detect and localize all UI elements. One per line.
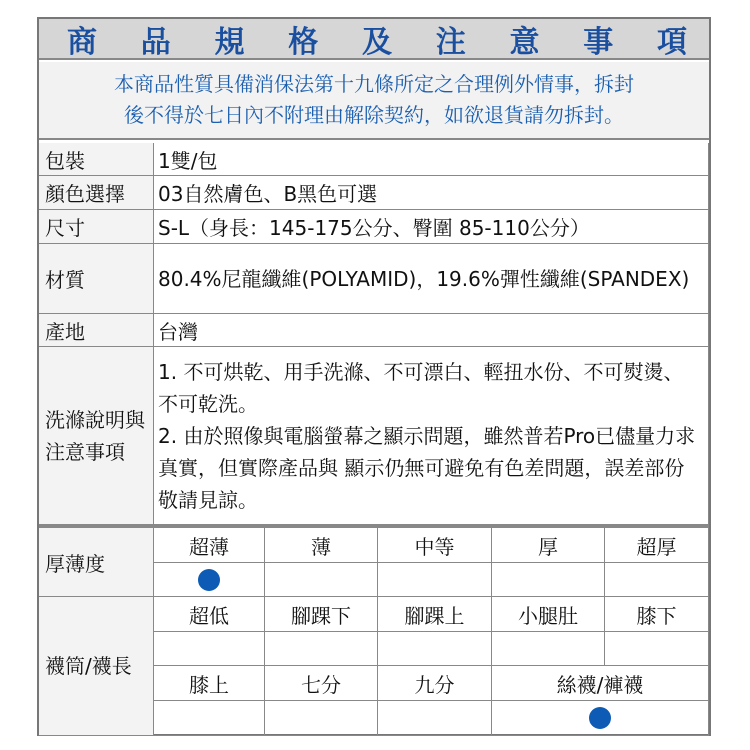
selected-dot-icon [589, 707, 611, 729]
thickness-mark [154, 563, 265, 597]
title-char: 品 [140, 24, 171, 60]
length-mark [378, 701, 492, 736]
title-char: 注 [435, 24, 466, 60]
length-option: 膝上 [154, 666, 265, 701]
spec-label: 洗滌說明與注意事項 [39, 347, 154, 525]
length-option: 九分 [378, 666, 492, 701]
length-option: 七分 [265, 666, 378, 701]
title-char: 項 [657, 24, 687, 60]
length-mark [265, 701, 378, 736]
length-mark [154, 701, 265, 736]
thickness-mark [605, 563, 709, 597]
length-label: 襪筒/襪長 [39, 597, 154, 736]
length-option: 超低 [154, 597, 265, 632]
title-char: 及 [362, 24, 392, 60]
notice-line: 本商品性質具備消保法第十九條所定之合理例外情事，拆封 [114, 72, 634, 96]
notice-line: 後不得於七日內不附理由解除契約，如欲退貨請勿拆封。 [124, 103, 624, 127]
thickness-mark [492, 563, 605, 597]
thickness-mark [265, 563, 378, 597]
length-mark [378, 632, 492, 666]
spec-value: S-L（身長：145-175公分、臀圍 85-110公分） [154, 210, 709, 244]
length-option: 膝下 [605, 597, 709, 632]
length-option: 腳踝上 [378, 597, 492, 632]
title-char: 意 [509, 24, 540, 60]
selected-dot-icon [198, 569, 220, 591]
thickness-option: 薄 [265, 528, 378, 563]
spec-value: 台灣 [154, 314, 709, 347]
spec-value: 1. 不可烘乾、用手洗滌、不可漂白、輕扭水份、不可熨燙、不可乾洗。 2. 由於照像與電腦螢幕之顯示問題，雖然普若Pro已儘量力求真實，但實際產品與 顯示仍無可避免有色差問題，誤差部份敬請見諒。 [154, 347, 709, 525]
length-mark [492, 701, 709, 736]
length-option: 小腿肚 [492, 597, 605, 632]
spec-label: 產地 [39, 314, 154, 347]
length-option: 腳踝下 [265, 597, 378, 632]
length-option: 絲襪/褲襪 [492, 666, 709, 701]
title-char: 格 [288, 24, 319, 60]
length-mark [154, 632, 265, 666]
thickness-option: 厚 [492, 528, 605, 563]
return-notice [39, 62, 709, 140]
spec-label: 材質 [39, 244, 154, 314]
thickness-mark [378, 563, 492, 597]
title-char: 事 [583, 24, 614, 60]
title-char: 商 [67, 24, 97, 60]
thickness-option: 超厚 [605, 528, 709, 563]
length-mark [605, 632, 709, 666]
spec-label: 尺寸 [39, 210, 154, 244]
spec-value: 1雙/包 [154, 143, 709, 176]
spec-value: 03自然膚色、B黑色可選 [154, 176, 709, 210]
spec-value: 80.4%尼龍纖維(POLYAMID)，19.6%彈性纖維(SPANDEX) [154, 244, 709, 314]
length-mark [265, 632, 378, 666]
spec-label: 包裝 [39, 143, 154, 176]
thickness-option: 超薄 [154, 528, 265, 563]
length-mark [492, 632, 605, 666]
page-title [39, 19, 709, 60]
thickness-option: 中等 [378, 528, 492, 563]
title-char: 規 [214, 24, 245, 60]
thickness-label: 厚薄度 [39, 528, 154, 597]
spec-label: 顏色選擇 [39, 176, 154, 210]
